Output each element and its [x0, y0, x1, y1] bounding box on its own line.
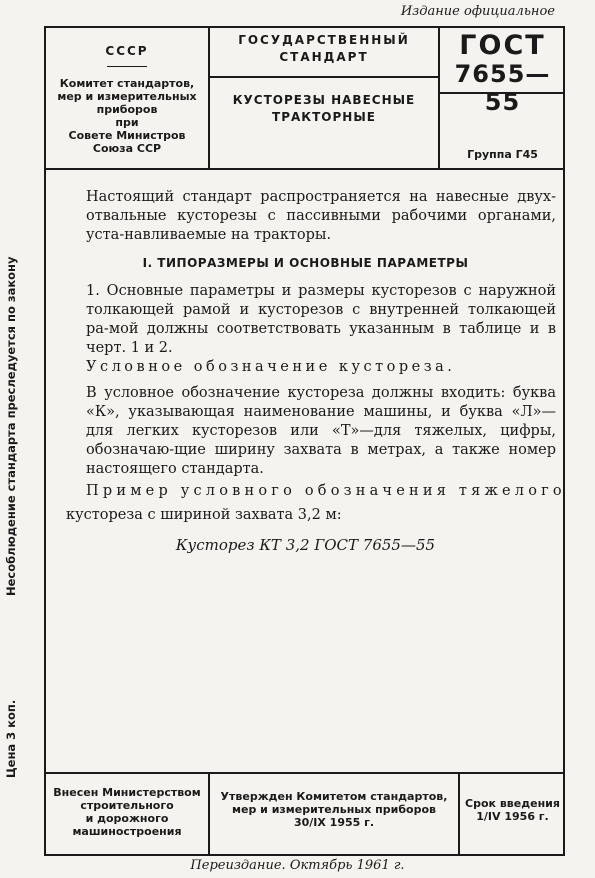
designation-heading: Условное обозначение кустореза.	[86, 359, 456, 375]
paragraph-1: 1. Основные параметры и размеры кусторезов с наружной толкающей рамой и кусторезов с внутренней толкающей ра-мой должны соответствовать указанным в таблице и в черт. 1 и 2.	[86, 283, 556, 356]
header-issuer	[46, 28, 208, 170]
header-mid-rule	[208, 76, 440, 78]
country-label: СССР	[105, 44, 149, 58]
country-rule	[107, 66, 147, 67]
price-label: Цена 3 коп.	[4, 699, 18, 778]
paragraph-2: В условное обозначение кустореза должны входить: буква «К», указывающая наименование машины, и буква «Л»—для легких кусторезов или «Т»—для тяжелых, цифры, обозначаю-щие ширину захвата в метрах, а также номер настоящего стандарта.	[86, 385, 556, 477]
standard-title: КУСТОРЕЗЫ НАВЕСНЫЕ ТРАКТОРНЫЕ	[232, 93, 416, 124]
gost-label: ГОСТ	[459, 30, 546, 61]
footer-top-rule	[44, 772, 565, 774]
approved-by: Утвержден Комитетом стандартов, мер и измерительных приборов 30/IX 1955 г.	[220, 790, 448, 829]
introduced-by: Внесен Министерством строительного и дорожного машиностроения	[53, 786, 201, 838]
gost-number: 7655—55	[454, 60, 551, 116]
intro-paragraph: Настоящий стандарт распространяется на навесные двух-отвальные кусторезы с пассивными рабочими органами, уста-навливаемые на тракторы.	[86, 189, 556, 243]
section-title: I. ТИПОРАЗМЕРЫ И ОСНОВНЫЕ ПАРАМЕТРЫ	[142, 256, 469, 270]
example-tail: кустореза с шириной захвата 3,2 м:	[66, 507, 342, 523]
reprint-note: Переиздание. Октябрь 1961 г.	[190, 858, 405, 873]
law-notice: Несоблюдение стандарта преследуется по закону	[4, 256, 18, 596]
example-designation: Кусторез КТ 3,2 ГОСТ 7655—55	[175, 536, 436, 554]
state-standard-label: ГОСУДАРСТВЕННЫЙ СТАНДАРТ	[238, 33, 410, 64]
effective-date: Срок введения 1/IV 1956 г.	[465, 797, 560, 823]
edition-note: Издание официальное	[400, 4, 555, 19]
committee-name: Комитет стандартов, мер и измерительных приборов при Совете Министров Союза ССР	[57, 77, 197, 155]
group-code: Группа Г45	[467, 148, 538, 161]
example-heading: Пример условного обозначения тяжелого	[86, 483, 566, 499]
